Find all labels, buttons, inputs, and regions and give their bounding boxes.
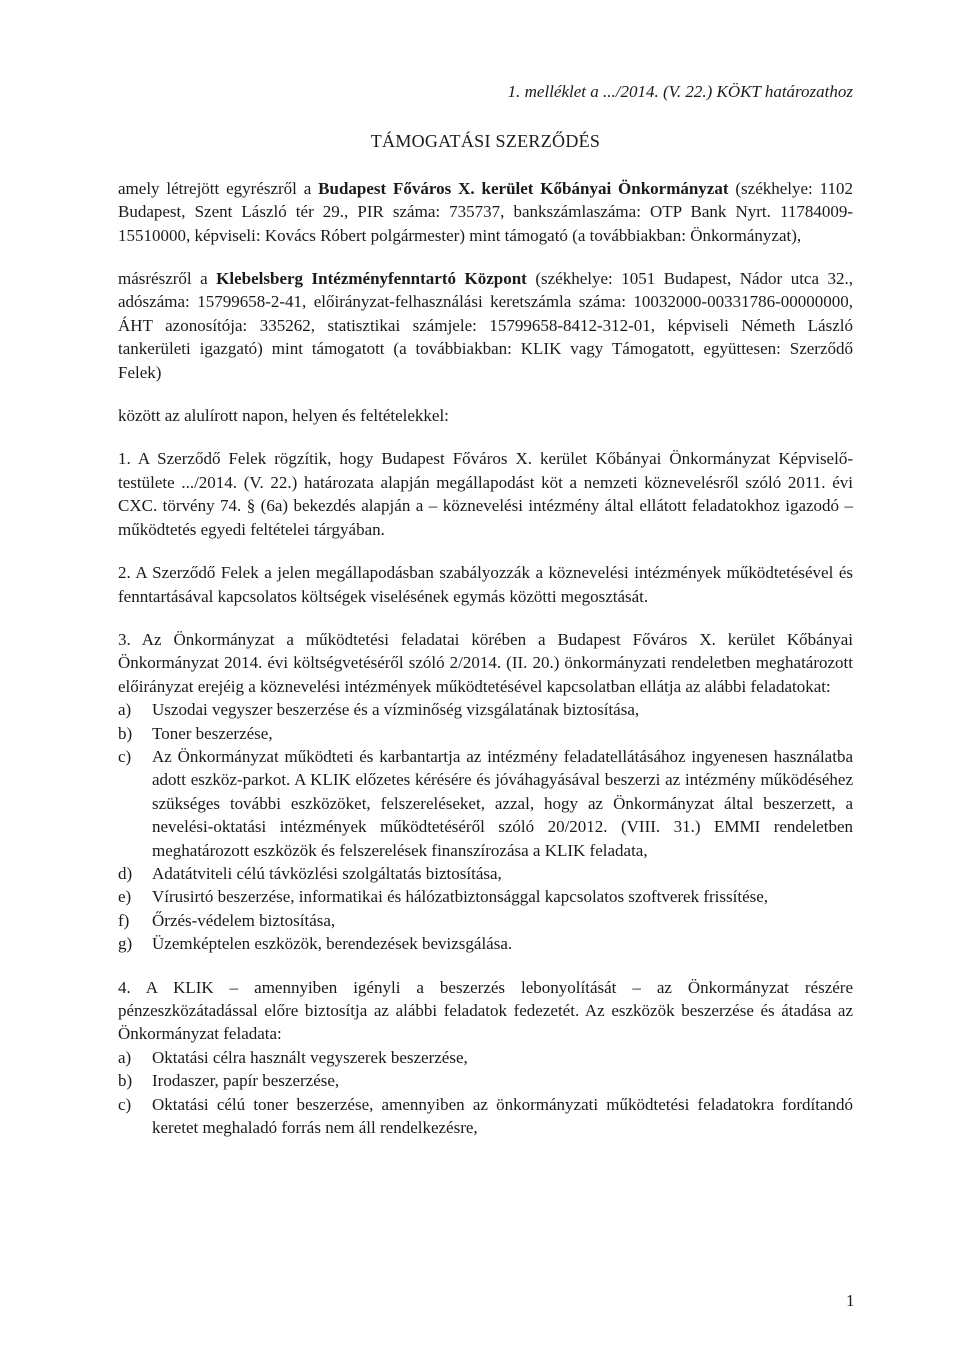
list-item [118, 862, 853, 885]
list-item-text: Oktatási célra használt vegyszerek beszerzése, [152, 1047, 468, 1067]
list-marker: b) [118, 723, 133, 743]
list-marker: a) [118, 700, 132, 720]
list-marker: g) [118, 934, 133, 954]
list-marker: d) [118, 863, 133, 883]
list-item [118, 909, 853, 932]
list-item-text: Az Önkormányzat működteti és karbantartja az intézmény feladatellátásához ingyenesen használatba adott eszköz-parkot. A KLIK előzetes kérésére és jóváhagyásával beszerzi az intézmény működéséhez szükséges további eszközöket, felszereléseket, azzal, hogy az Önkormányzat által beszerzett, a nevelési-oktatási intézmények működtetéséről szóló 20/2012. (VIII. 31.) EMMI rendeletben meghatározott eszközök és felszerelések finanszírozása a KLIK feladata, [152, 746, 853, 860]
list-item [118, 1069, 853, 1092]
list-item [118, 932, 853, 955]
list-item-text: Adatátviteli célú távközlési szolgáltatás biztosítása, [152, 863, 502, 883]
list-marker: c) [118, 746, 132, 766]
list-marker: b) [118, 1071, 133, 1091]
party-1-name: Budapest Főváros X. kerület Kőbányai Önkormányzat [318, 178, 729, 198]
party-2-prefix: másrészről a [118, 269, 217, 289]
list-item-text: Üzemképtelen eszközök, berendezések bevizsgálása. [152, 934, 513, 954]
between-clause: között az alulírott napon, helyen és feltételekkel: [118, 406, 449, 426]
list-item-text: Vírusirtó beszerzése, informatikai és hálózatbiztonsággal kapcsolatos szoftverek frissítése, [152, 887, 769, 907]
list-item [118, 1046, 853, 1069]
section-1: 1. A Szerződő Felek rögzítik, hogy Budapest Főváros X. kerület Kőbányai Önkormányzat Képviselő-testülete .../2014. (V. 22.) határozata alapján megállapodást köt a nemzeti köznevelésről szóló 2011. évi CXC. törvény 74. § (6a) bekezdés alapján a – köznevelési intézmény által ellátott feladatokhoz igazodó – működtetés egyedi feltételei tárgyában. [118, 449, 853, 539]
section-3-intro: 3. Az Önkormányzat a működtetési feladatai körében a Budapest Főváros X. kerület Kőbányai Önkormányzat 2014. évi költségvetéséről szóló 2/2014. (II. 20.) önkormányzati rendeletben meghatározott előirányzat erejéig a köznevelési intézmények működtetésével kapcsolatban ellátja az alábbi feladatokat: [118, 629, 853, 696]
document-body [118, 80, 853, 1139]
list-item [118, 698, 853, 721]
section-3-list [118, 698, 853, 955]
list-item-text: Uszodai vegyszer beszerzése és a vízminőség vizsgálatának biztosítása, [152, 700, 640, 720]
list-item [118, 885, 853, 908]
page-number: 1 [846, 1291, 855, 1310]
party-2-paragraph [118, 267, 853, 384]
list-marker: e) [118, 887, 132, 907]
section-4-list [118, 1046, 853, 1140]
document-title: TÁMOGATÁSI SZERZŐDÉS [370, 131, 601, 152]
list-item [118, 745, 853, 862]
list-marker: a) [118, 1047, 132, 1067]
list-marker: f) [118, 910, 130, 930]
section-2: 2. A Szerződő Felek a jelen megállapodásban szabályozzák a köznevelési intézmények működtetésével és fenntartásával kapcsolatos költségek viselésének egymás közötti megosztását. [118, 563, 853, 606]
annex-reference: 1. melléklet a .../2014. (V. 22.) KÖKT határozathoz [507, 82, 853, 101]
intro-text: amely létrejött egyrészről a [118, 178, 319, 198]
list-item-text: Őrzés-védelem biztosítása, [152, 910, 336, 930]
party-2-name: Klebelsberg Intézményfenntartó Központ [216, 269, 527, 289]
party-2-details: (székhelye: 1051 Budapest, Nádor utca 32., adószáma: 15799658-2-41, előirányzat-felhasználási keretszámla száma: 10032000-00331786-00000000, ÁHT azonosítója: 335262, statisztikai számjele: 15799658-8412-312-01, képviseli Németh László tankerületi igazgató) mint támogatott (a továbbiakban: KLIK vagy Támogatott, együttesen: Szerződő Felek) [118, 269, 853, 382]
section-4-intro: 4. A KLIK – amennyiben igényli a beszerzés lebonyolítását – az Önkormányzat részére pénzeszközátadással előre biztosítja az alábbi feladatok fedezetét. Az eszközök beszerzése és átadása az Önkormányzat feladata: [118, 977, 853, 1044]
party-1-paragraph [118, 177, 853, 247]
list-item-text: Irodaszer, papír beszerzése, [152, 1071, 340, 1091]
list-item [118, 1093, 853, 1140]
list-marker: c) [118, 1094, 132, 1114]
party-1-details: (székhelye: 1102 Budapest, Szent László tér 29., PIR száma: 735737, bankszámlaszáma: OTP Bank Nyrt. 11784009-15510000, képviseli: Kovács Róbert polgármester) mint támogató (a továbbiakban: Önkormányzat), [118, 178, 853, 245]
list-item-text: Toner beszerzése, [152, 723, 273, 743]
list-item-text: Oktatási célú toner beszerzése, amennyiben az önkormányzati működtetési feladatokra fordítandó keretet meghaladó forrás nem áll rendelkezésre, [152, 1094, 853, 1138]
list-item [118, 722, 853, 745]
